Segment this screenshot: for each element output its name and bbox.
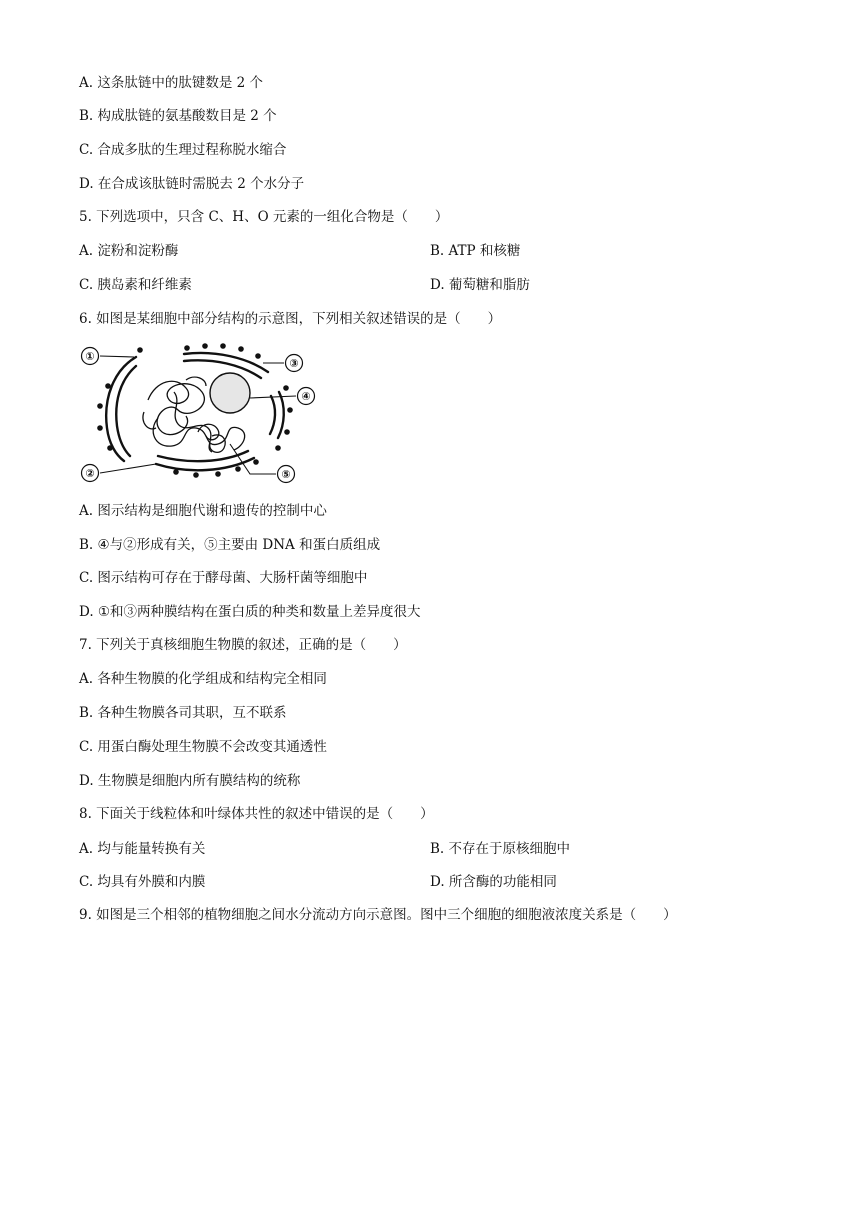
q5-option-d: D. 葡萄糖和脂肪 — [430, 277, 530, 293]
label-1: ① — [85, 350, 95, 363]
label-2: ② — [85, 467, 95, 480]
q8-option-c: C. 均具有外膜和内膜 — [79, 874, 206, 890]
q7-option-a: A. 各种生物膜的化学组成和结构完全相同 — [79, 671, 327, 687]
label-4: ④ — [301, 390, 311, 403]
envelope-right-outer — [278, 392, 284, 438]
q8-option-a: A. 均与能量转换有关 — [79, 841, 206, 857]
envelope-right-inner — [270, 396, 275, 434]
q6-option-c: C. 图示结构可存在于酵母菌、大肠杆菌等细胞中 — [79, 570, 368, 586]
label-5: ⑤ — [281, 468, 291, 481]
q5-stem: 5. 下列选项中，只含 C、H、O 元素的一组化合物是（ ） — [79, 209, 449, 225]
q6-stem: 6. 如图是某细胞中部分结构的示意图，下列相关叙述错误的是（ ） — [79, 311, 502, 327]
nucleus-diagram-svg — [78, 340, 328, 490]
q8-option-b: B. 不存在于原核细胞中 — [430, 841, 571, 857]
nucleus-diagram — [78, 340, 328, 490]
q7-option-d: D. 生物膜是细胞内所有膜结构的统称 — [79, 773, 301, 789]
label-3: ③ — [289, 357, 299, 370]
q5-option-c: C. 胰岛素和纤维素 — [79, 277, 192, 293]
q4-option-d: D. 在合成该肽链时需脱去 2 个水分子 — [79, 176, 305, 192]
envelope-left-inner — [116, 366, 136, 456]
q7-option-b: B. 各种生物膜各司其职，互不联系 — [79, 705, 287, 721]
nucleolus — [210, 373, 250, 413]
envelope-bottom-inner — [158, 451, 248, 461]
q4-option-a: A. 这条肽链中的肽键数是 2 个 — [79, 75, 264, 91]
q6-option-d: D. ①和③两种膜结构在蛋白质的种类和数量上差异度很大 — [79, 604, 421, 620]
q4-option-b: B. 构成肽链的氨基酸数目是 2 个 — [79, 108, 277, 124]
q6-option-b: B. ④与②形成有关，⑤主要由 DNA 和蛋白质组成 — [79, 537, 381, 553]
q8-option-d: D. 所含酶的功能相同 — [430, 874, 557, 890]
q9-stem: 9. 如图是三个相邻的植物细胞之间水分流动方向示意图。图中三个细胞的细胞液浓度关系是（ ） — [79, 907, 677, 923]
q4-option-c: C. 合成多肽的生理过程称脱水缩合 — [79, 142, 287, 158]
q5-option-b: B. ATP 和核糖 — [430, 243, 521, 259]
q7-stem: 7. 下列关于真核细胞生物膜的叙述，正确的是（ ） — [79, 637, 407, 653]
q7-option-c: C. 用蛋白酶处理生物膜不会改变其通透性 — [79, 739, 327, 755]
q8-stem: 8. 下面关于线粒体和叶绿体共性的叙述中错误的是（ ） — [79, 806, 434, 822]
q5-option-a: A. 淀粉和淀粉酶 — [79, 243, 179, 259]
q6-option-a: A. 图示结构是细胞代谢和遗传的控制中心 — [79, 503, 327, 519]
